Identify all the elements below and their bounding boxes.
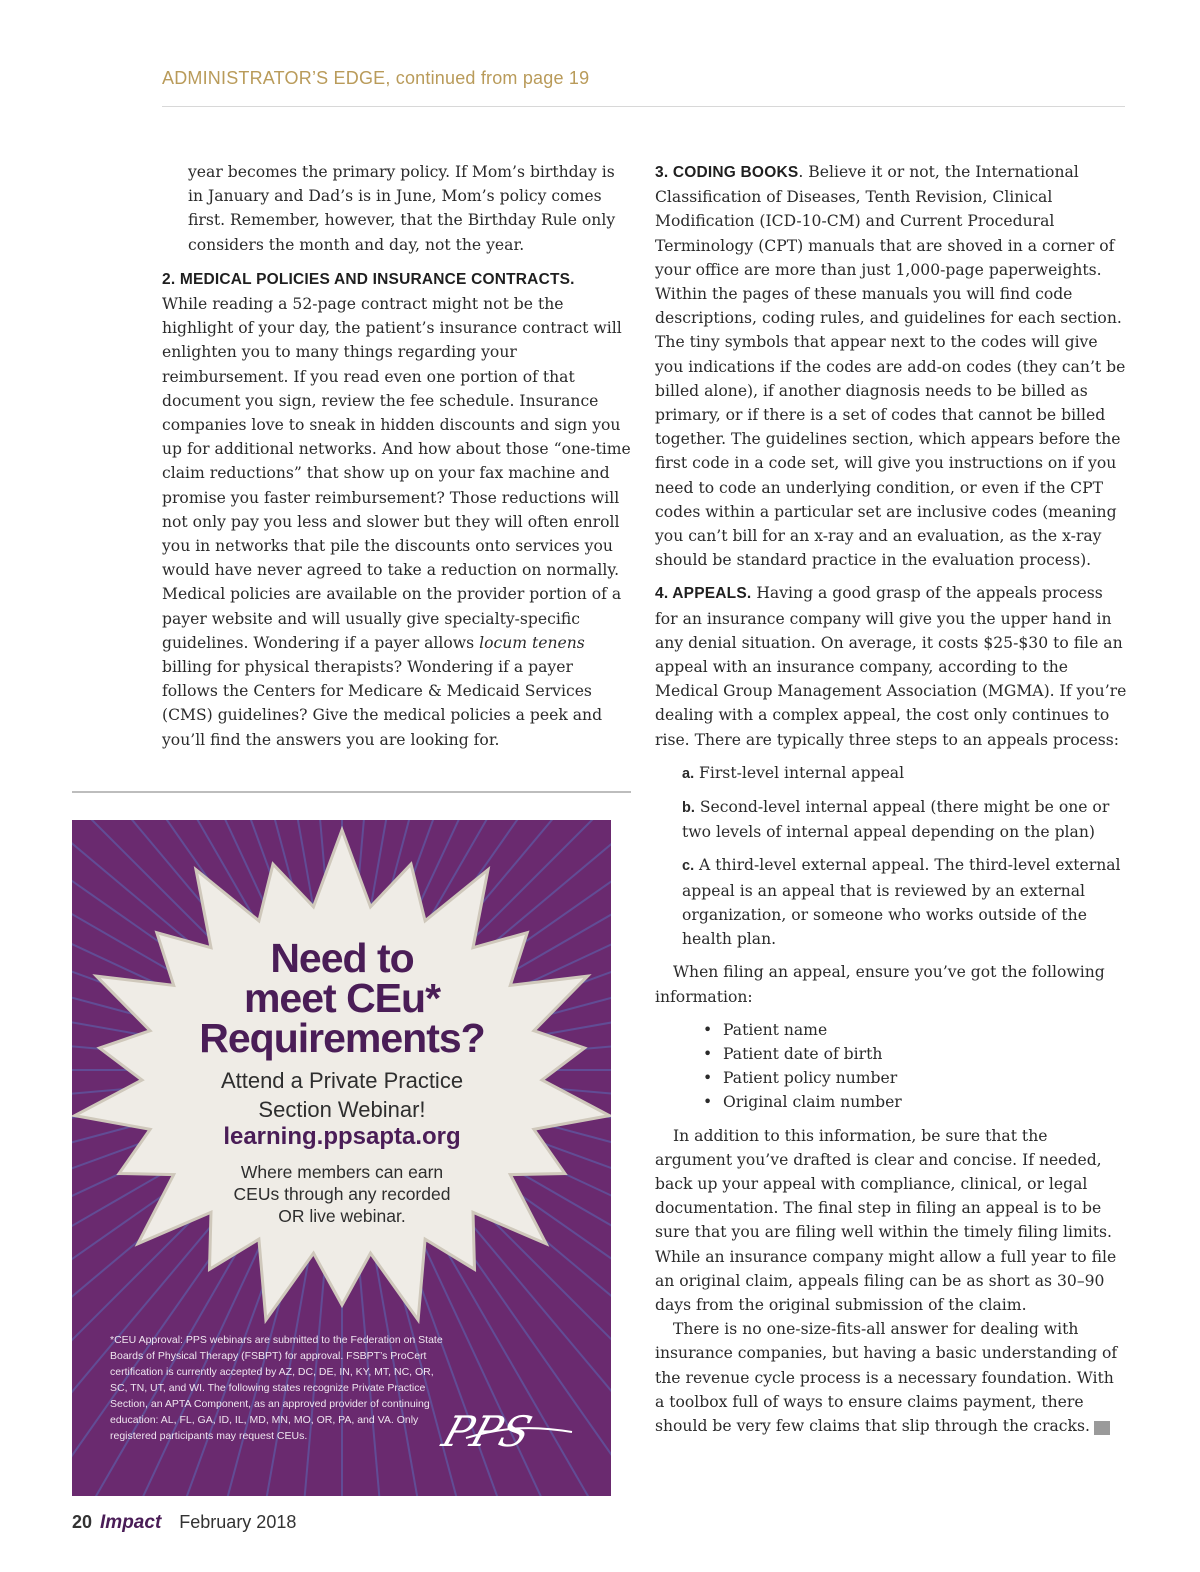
- section-text: . Believe it or not, the International Classification of Diseases, Tenth Revision, Clinical Modification (ICD-10-CM) and Current Procedural Terminology (CPT) manuals that are shoved in a corner of your office are more than just 1,000-page paperweights. Within the pages of these manuals you will find code descriptions, coding rules, and guidelines for each section. The tiny symbols that appear next to the codes will give you indications if the codes are add-on codes (they can’t be billed alone), if another diagnosis needs to be billed as primary, or if there is a set of codes that cannot be billed together. The guidelines section, which appears before the first code in a code set, will give you instructions on if you need to code an underlying condition, or even if the CPT codes within a particular set are inclusive codes (meaning you can’t bill for an x-ray and an evaluation, as the x-ray should be standard practice in the evaluation process).: [655, 163, 1126, 570]
- section-text: Having a good grasp of the appeals process for an insurance company will give you the upper hand in any denial situation. On average, it costs $25-$30 to file an appeal with an insurance company, according to the Medical Group Management Association (MGMA). If you’re dealing with a complex appeal, the cost only continues to rise. There are typically three steps to an appeals process:: [655, 584, 1127, 749]
- bullet-icon: •: [703, 1020, 713, 1039]
- bullet-icon: •: [703, 1069, 713, 1088]
- step-letter: b.: [682, 800, 695, 817]
- ad-fine-print: *CEU Approval: PPS webinars are submitted to the Federation on State Boards of Physical Therapy (FSBPT) for approval. FSBPT’s ProCert certification is currently accepted by AZ, DC, DE, IN, KY, MT, NC, OR, SC, TN, UT, and WI. The following states recognize Private Practice Section, an APTA Component, as an approved provider of continuing education: AL, FL, GA, ID, IL, MD, MN, MO, OR, PA, and VA. Only registered participants may request CEUs.: [110, 1334, 443, 1442]
- appeal-step-a: [655, 761, 1127, 786]
- bullet-icon: •: [703, 1093, 713, 1112]
- right-column: [655, 160, 1127, 1447]
- step-text: Second-level internal appeal (there might be one or two levels of internal appeal depending on the plan): [682, 798, 1110, 842]
- left-column: [162, 160, 632, 761]
- required-info-list: [655, 1018, 1127, 1115]
- closing-paragraph: There is no one-size-fits-all answer for dealing with insurance companies, but having a basic understanding of the revenue cycle process is a necessary foundation. With a toolbox full of ways to ensure claims payment, there should be very few claims that slip through the cracks. I: [655, 1320, 1118, 1435]
- ad-description: Where members can earn CEUs through any recorded OR live webinar.: [233, 1162, 451, 1226]
- step-text: First-level internal appeal: [694, 763, 905, 782]
- section-heading-coding-books: 3. CODING BOOKS: [655, 164, 799, 181]
- section-text: billing for physical therapists? Wondering if a payer follows the Centers for Medicare & Medicaid Services (CMS) guidelines? Give the medical policies a peek and you’ll find the answers you are looking for.: [162, 658, 603, 749]
- issue-date: February 2018: [179, 1512, 297, 1532]
- section-text: While reading a 52-page contract might not be the highlight of your day, the patient’s insurance contract will enlighten you to many things regarding your reimbursement. If you read even one portion of that document you sign, review the fee schedule. Insurance companies love to sneak in hidden discounts and sign you up for additional networks. And how about those “one-time claim reductions” that show up on your fax machine and promise you faster reimbursement? Those reductions will not only pay you less and slower but they will often enroll you in networks that pile the discounts onto services you would have never agreed to take a reduction on normally. Medical policies are available on the provider portion of a payer website and will usually give specialty-specific guidelines. Wondering if a payer allows: [162, 295, 631, 652]
- appeal-step-c: [655, 853, 1127, 951]
- section-heading-medical-policies: 2. MEDICAL POLICIES AND INSURANCE CONTRACTS.: [162, 270, 575, 288]
- list-item: • Patient date of birth: [703, 1042, 1127, 1066]
- ad-url-link[interactable]: learning.ppsapta.org: [223, 1123, 461, 1150]
- section-medical-policies: [162, 267, 632, 752]
- list-item: • Original claim number: [703, 1090, 1127, 1114]
- continuation-paragraph: year becomes the primary policy. If Mom’s birthday is in January and Dad’s is in June, Mom’s policy comes first. Remember, however, that the Birthday Rule only considers the month and day, not the year.: [188, 163, 616, 254]
- magazine-name: Impact: [100, 1512, 162, 1533]
- bullet-icon: •: [703, 1044, 713, 1063]
- filing-intro-paragraph: When filing an appeal, ensure you’ve got the following information:: [655, 963, 1105, 1006]
- addition-paragraph: In addition to this information, be sure that the argument you’ve drafted is clear and concise. If needed, back up your appeal with compliance, clinical, or legal documentation. The final step in filing an appeal is to be sure that you are filing well within the timely filing limits. While an insurance company might allow a full year to file an original claim, appeals filing can be as short as 30–90 days from the original submission of the claim.: [655, 1126, 1117, 1314]
- pps-logo-icon: [436, 1396, 576, 1466]
- step-text: A third-level external appeal. The third-level external appeal is an appeal that is reviewed by an external organization, or someone who works outside of the health plan.: [682, 856, 1121, 949]
- section-appeals: [655, 581, 1127, 751]
- section-coding-books: [655, 160, 1127, 572]
- webinar-advertisement[interactable]: [72, 820, 611, 1496]
- continued-from-header: ADMINISTRATOR’S EDGE, continued from page 19: [162, 68, 590, 88]
- step-letter: a.: [682, 765, 695, 782]
- ad-subheadline: Attend a Private Practice Section Webinar!: [220, 1068, 464, 1122]
- italic-term: locum tenens: [479, 633, 585, 652]
- ad-headline: Need to meet CEu* Requirements?: [199, 935, 485, 1061]
- list-item: • Patient name: [703, 1018, 1127, 1042]
- page-footer: [72, 1512, 296, 1534]
- logo-text: PPS: [436, 1407, 538, 1457]
- page-number: 20: [72, 1512, 93, 1532]
- ad-divider: [72, 791, 631, 793]
- section-heading-appeals: 4. APPEALS.: [655, 585, 752, 603]
- header-divider: [162, 106, 1125, 107]
- appeal-step-b: [655, 795, 1127, 844]
- list-item: • Patient policy number: [703, 1066, 1127, 1090]
- end-of-article-icon: I: [1094, 1421, 1110, 1435]
- step-letter: c.: [682, 858, 695, 875]
